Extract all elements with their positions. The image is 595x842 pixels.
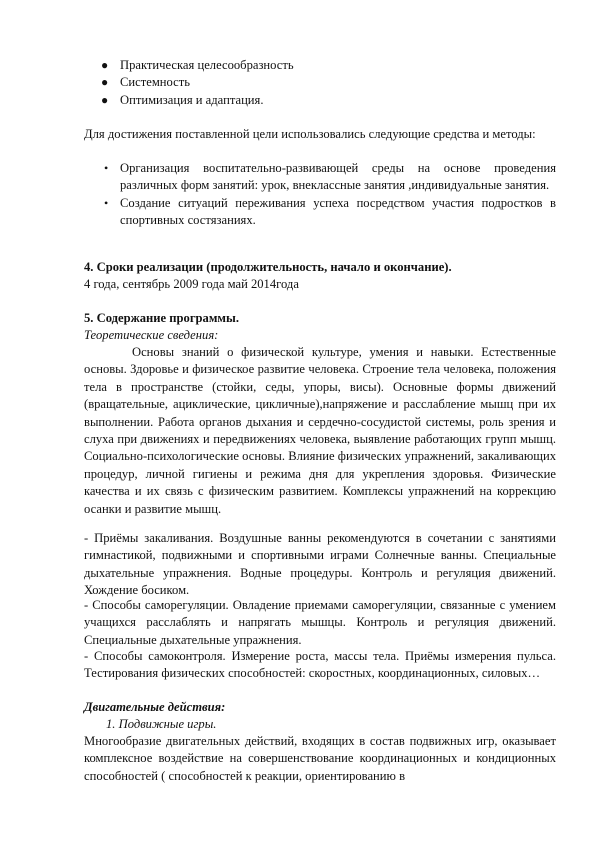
bullet-icon: ● xyxy=(101,92,109,107)
actions-label: Двигательные действия: xyxy=(84,700,226,714)
content-item-self-regulation: - Способы саморегуляции. Овладение приемами саморегуляции, связанные с умением учащихся расслаблять и напрягать мышцы. Контроль и регуляция движений. Специальные дыхательные упражнения. xyxy=(84,598,556,647)
section4-text: 4 года, сентябрь 2009 года май 2014года xyxy=(84,277,299,291)
bullet-icon: ● xyxy=(101,75,109,90)
content-item-self-control: - Способы самоконтроля. Измерение роста, массы тела. Приёмы измерения пульса. Тестирования физических способностей: скоростных, координационных, силовых… xyxy=(84,649,556,681)
theory-text: Основы знаний о физической культуре, умения и навыки. Естественные основы. Здоровье и физическое развитие человека. Строение тела человека, положения тела в пространстве (стойки, седы, упоры, висы). Основные формы движений (вращательные, ациклические, цикличные),напряжение и расслабление мышц при их выполнении. Работа органов дыхания и сердечно-сосудистой системы, роль зрения и слуха при движениях и передвижениях человека, выявление работающих групп мышц. Социально-психологические основы. Влияние физических упражнений, закаливающих процедур, личной гигиены и режима дня для укрепления здоровья. Физические качества и их связь с физическим развитием. Комплексы упражнений на коррекцию осанки и развитие мышц. xyxy=(84,345,556,516)
games-text: Многообразие двигательных действий, входящих в состав подвижных игр, оказывает комплексное воздействие на совершенствование координационных и кондиционных способностей ( способностей к реакции, ориентированию в xyxy=(84,734,556,783)
principles-list xyxy=(84,57,556,109)
theory-label: Теоретические сведения: xyxy=(84,328,219,342)
list-item: ● Практическая целесообразность xyxy=(84,57,556,74)
means-list xyxy=(84,160,556,230)
section5-heading: 5. Содержание программы. xyxy=(84,311,239,325)
subheading-outdoor-games: 1. Подвижные игры. xyxy=(106,717,217,731)
bullet-icon: • xyxy=(104,161,109,175)
list-item: ● Оптимизация и адаптация. xyxy=(84,92,556,109)
bullet-icon: ● xyxy=(101,58,109,72)
bullet-icon: • xyxy=(104,195,109,210)
list-item: • Создание ситуаций переживания успеха посредством участия подростков в спортивных состязаниях. xyxy=(104,195,556,228)
content-item-hardening: - Приёмы закаливания. Воздушные ванны рекомендуются в сочетании с занятиями гимнастикой, подвижными и спортивными играми Солнечные ванны. Специальные дыхательные упражнения. Водные процедуры. Контроль и регуляция движений. Хождение босиком. xyxy=(84,531,556,598)
list-item: ● Системность xyxy=(84,74,556,91)
list-item: • Организация воспитательно-развивающей среды на основе проведения различных форм занятий: урок, внеклассные занятия ,индивидуальные занятия. xyxy=(104,161,556,193)
section4-heading: 4. Сроки реализации (продолжительность, начало и окончание). xyxy=(84,260,452,274)
means-intro: Для достижения поставленной цели использовались следующие средства и методы: xyxy=(84,127,536,141)
